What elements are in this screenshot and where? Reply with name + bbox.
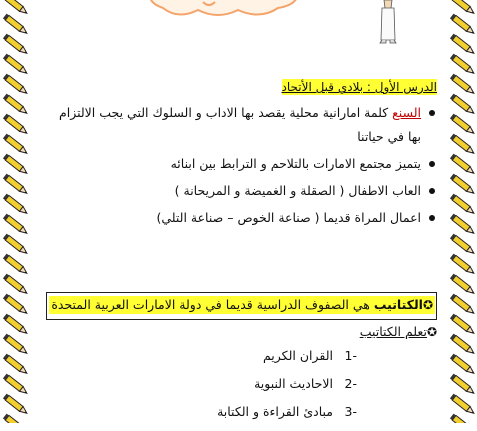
bullet-item: [47, 152, 437, 176]
pencil-icon: [3, 74, 28, 96]
item-number: -2: [333, 375, 357, 403]
definition-term: الكتاتيب: [374, 297, 423, 312]
numbered-item: [217, 375, 357, 403]
item-text: مبادئ القراءة و الكتابة: [217, 403, 333, 431]
pencil-icon: [3, 94, 28, 116]
pencil-icon: [3, 314, 28, 336]
bullet-term: السنع: [392, 105, 421, 120]
pencil-icon: [450, 34, 475, 56]
lesson-title: الدرس الأول : بلادي قبل الأتحاد: [282, 79, 437, 95]
pencil-icon: [450, 254, 475, 276]
definition-body: هي الصفوف الدراسية قديما في دولة الامارات العربية المتحدة: [51, 297, 374, 312]
pencil-icon: [450, 374, 475, 396]
pencil-icon: [450, 274, 475, 296]
pencil-icon: [3, 194, 28, 216]
star-icon: ✪: [427, 325, 437, 339]
pencil-border-right: [449, 0, 475, 423]
person-figure-illustration: [378, 0, 398, 44]
pencil-icon: [450, 14, 475, 36]
pencil-icon: [3, 294, 28, 316]
pencil-icon: [3, 154, 28, 176]
pencil-icon: [3, 114, 28, 136]
pencil-icon: [450, 54, 475, 76]
pencil-icon: [450, 354, 475, 376]
bullet-text: كلمة امارانية محلية يقصد بها الاداب و السلوك التي يجب الالتزام بها في حياتنا: [59, 105, 421, 144]
pencil-icon: [450, 314, 475, 336]
pencil-icon: [450, 334, 475, 356]
pencil-icon: [450, 134, 475, 156]
bullet-item: [47, 179, 437, 203]
bullet-text: اعمال المراة قديما ( صناعة الخوص – صناعة التلي): [156, 210, 421, 225]
pencil-icon: [3, 394, 28, 416]
pencil-icon: [450, 194, 475, 216]
pencil-border-right-svg: [449, 0, 475, 423]
pencil-icon: [3, 374, 28, 396]
pencil-icon: [450, 294, 475, 316]
bullet-item: [47, 101, 437, 149]
item-text: القران الكريم: [263, 347, 333, 375]
bullet-list: [47, 101, 437, 233]
pencil-icon: [3, 134, 28, 156]
pencil-icon: [450, 154, 475, 176]
cloud-illustration: [138, 0, 308, 18]
definition-box: [46, 292, 437, 320]
pencil-icon: [3, 0, 28, 16]
pencil-icon: [450, 214, 475, 236]
pencil-icon: [3, 354, 28, 376]
pencil-icon: [450, 394, 475, 416]
item-number: -1: [333, 347, 357, 375]
pencil-icon: [3, 54, 28, 76]
sub-title: [360, 323, 437, 341]
numbered-item: [217, 403, 357, 431]
pencil-icon: [450, 74, 475, 96]
pencil-icon: [3, 254, 28, 276]
item-number: -3: [333, 403, 357, 431]
numbered-item: [217, 347, 357, 375]
pencil-icon: [3, 414, 28, 423]
pencil-icon: [3, 334, 28, 356]
sub-title-text: تعلم الكتاتيب: [360, 324, 427, 339]
pencil-icon: [450, 0, 475, 16]
pencil-icon: [450, 174, 475, 196]
bullet-item: [47, 206, 437, 230]
star-icon: ✪: [423, 298, 433, 312]
pencil-icon: [450, 94, 475, 116]
numbered-list: [217, 347, 357, 431]
definition-text: [49, 296, 435, 314]
pencil-border-left: [2, 0, 28, 423]
bullet-text: يتميز مجتمع الامارات بالتلاحم و الترابط بين ابنائه: [171, 156, 421, 171]
pencil-icon: [3, 34, 28, 56]
pencil-icon: [450, 234, 475, 256]
pencil-icon: [450, 414, 475, 423]
bullet-text: العاب الاطفال ( الصقلة و الغميضة و المريحانة ): [175, 183, 421, 198]
pencil-icon: [3, 14, 28, 36]
pencil-icon: [3, 274, 28, 296]
pencil-icon: [3, 214, 28, 236]
pencil-border-left-svg: [2, 0, 28, 423]
pencil-icon: [450, 114, 475, 136]
pencil-icon: [3, 234, 28, 256]
item-text: الاحاديث النبوية: [254, 375, 333, 403]
pencil-icon: [3, 174, 28, 196]
